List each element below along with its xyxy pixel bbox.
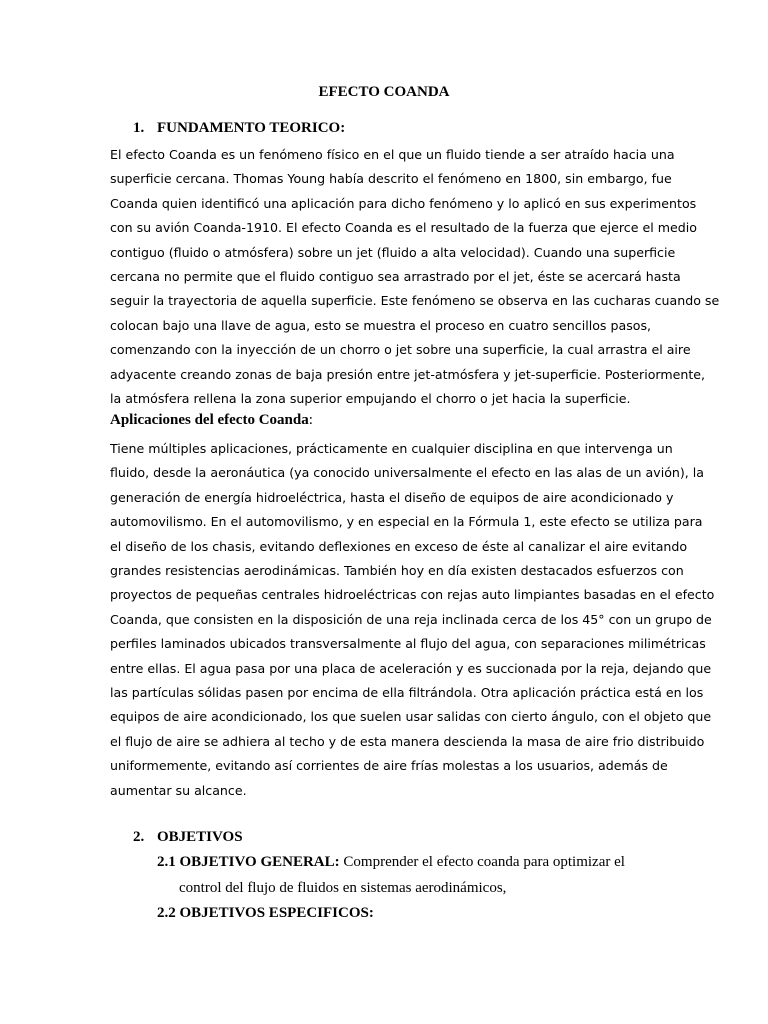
- paragraph-line: uniformemente, evitando así corrientes de aire frías molestas a los usuarios, además de: [110, 758, 668, 774]
- paragraph-line: Coanda, que consisten en la disposición de una reja inclinada cerca de los 45° con un grupo de: [110, 611, 712, 627]
- paragraph-line: perfiles laminados ubicados transversalmente al flujo del agua, con separaciones milimétricas: [110, 636, 706, 652]
- section-1-number: 1.: [133, 120, 145, 136]
- paragraph-line: proyectos de pequeñas centrales hidroeléctricas con rejas auto limpiantes basadas en el efecto: [110, 587, 715, 603]
- paragraph-line: automovilismo. En el automovilismo, y en especial en la Fórmula 1, este efecto se utiliza para: [110, 514, 703, 530]
- applications-heading-text: Aplicaciones del efecto Coanda: [110, 412, 309, 428]
- section-2-heading: OBJETIVOS: [157, 829, 243, 845]
- paragraph-line: cercana no permite que el fluido contiguo sea arrastrado por el jet, éste se acercará hasta: [110, 269, 681, 285]
- paragraph-line: El efecto Coanda es un fenómeno físico en el que un fluido tiende a ser atraído hacia una: [110, 147, 675, 162]
- paragraph-line: entre ellas. El agua pasa por una placa de aceleración y es succionada por la reja, dejando que: [110, 660, 712, 676]
- paragraph-line: grandes resistencias aerodinámicas. También hoy en día existen destacados esfuerzos con: [110, 563, 684, 579]
- paragraph-line: contiguo (fluido o atmósfera) sobre un jet (fluido a alta velocidad). Cuando una superficie: [110, 244, 676, 260]
- paragraph-line: el flujo de aire se adhiera al techo y de esta manera descienda la masa de aire frio distribuido: [110, 733, 705, 749]
- paragraph-line: colocan bajo una llave de agua, esto se muestra el proceso en cuatro sencillos pasos,: [110, 317, 652, 333]
- section-1-heading: FUNDAMENTO TEORICO:: [157, 120, 346, 136]
- paragraph-line: aumentar su alcance.: [110, 782, 247, 798]
- objective-general-text: Comprender el efecto coanda para optimizar el: [339, 854, 625, 870]
- objective-specific-label: 2.2 OBJETIVOS ESPECIFICOS:: [157, 905, 374, 921]
- paragraph-line: equipos de aire acondicionado, los que suelen usar salidas con cierto ángulo, con el objeto que: [110, 709, 712, 725]
- paragraph-line: superficie cercana. Thomas Young había descrito el fenómeno en 1800, sin embargo, fue: [110, 171, 672, 187]
- objective-general-label: 2.1 OBJETIVO GENERAL:: [157, 854, 340, 870]
- paragraph-line: generación de energía hidroeléctrica, hasta el diseño de equipos de aire acondicionado y: [110, 489, 674, 505]
- document-title: EFECTO COANDA: [318, 84, 450, 100]
- fundamento-paragraph: [110, 143, 720, 411]
- section-2-number: 2.: [133, 829, 145, 845]
- paragraph-line: fluido, desde la aeronáutica (ya conocido universalmente el efecto en las alas de un avión), la: [110, 465, 705, 481]
- paragraph-line: comenzando con la inyección de un chorro o jet sobre una superficie, la cual arrastra el aire: [110, 342, 691, 358]
- applications-heading: [110, 412, 313, 429]
- paragraph-line: el diseño de los chasis, evitando deflexiones en exceso de éste al canalizar el aire evitando: [110, 538, 688, 554]
- paragraph-line: adyacente creando zonas de baja presión entre jet-atmósfera y jet-superficie. Posteriormente,: [110, 366, 706, 382]
- paragraph-line: Tiene múltiples aplicaciones, prácticamente en cualquier disciplina en que intervenga un: [110, 441, 673, 456]
- paragraph-line: Coanda quien identificó una aplicación para dicho fenómeno y lo aplicó en sus experimentos: [110, 195, 697, 211]
- objective-general-line: [157, 854, 625, 871]
- applications-heading-colon: :: [308, 412, 313, 428]
- objective-general-continuation: control del flujo de fluidos en sistemas aerodinámicos,: [179, 880, 507, 896]
- applications-paragraph: [110, 437, 715, 803]
- paragraph-line: con su avión Coanda-1910. El efecto Coanda es el resultado de la fuerza que ejerce el medio: [110, 220, 697, 236]
- paragraph-line: la atmósfera rellena la zona superior empujando el chorro o jet hacia la superficie.: [110, 391, 631, 407]
- paragraph-line: las partículas sólidas pasen por encima de ella filtrándola. Otra aplicación práctica está en los: [110, 685, 704, 701]
- paragraph-line: seguir la trayectoria de aquella superficie. Este fenómeno se observa en las cucharas cuando se: [110, 293, 720, 309]
